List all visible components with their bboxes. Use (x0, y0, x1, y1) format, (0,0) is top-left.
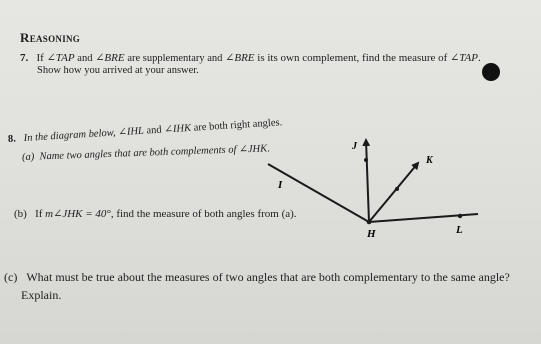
punch-hole (482, 63, 500, 81)
q8-part-a-text: Name two angles that are both complements of (39, 144, 237, 163)
q7-angle-tap: ∠TAP (46, 52, 75, 64)
label-k: K (426, 155, 433, 166)
point-j (364, 158, 368, 162)
q8-part-b-text: , find the measure of both angles from (a). (110, 208, 297, 220)
q7-line1-end: . (478, 52, 481, 64)
q8-part-a-label: (a) (21, 151, 35, 163)
ray-hj (366, 140, 369, 222)
q7-text-find: is its own complement, find the measure of (257, 52, 448, 64)
section-heading: Reasoning (20, 30, 81, 45)
ray-hi (268, 164, 369, 222)
ray-hk (369, 163, 418, 222)
q8-angle-ihl: ∠IHL (117, 125, 145, 139)
q7-text-supplementary: are supplementary and (127, 53, 223, 64)
q8-part-a-angle: ∠JHK (238, 143, 268, 156)
point-k (395, 187, 399, 191)
q7-text-if: If (36, 52, 44, 64)
q7-angle-tap-2: ∠TAP (450, 52, 478, 64)
q8-part-c-line2: Explain. (21, 288, 62, 302)
q8-part-b-label: (b) (14, 208, 27, 220)
q7-angle-bre: ∠BRE (95, 52, 125, 64)
q7-text-and: and (77, 53, 93, 64)
q8-intro-right-angles: are both right angles. (193, 117, 283, 134)
q8-part-a-end: . (266, 143, 270, 155)
q8-part-b-if: If (35, 208, 43, 220)
q8-part-c-label: (c) (4, 270, 18, 284)
q7-number: 7. (20, 52, 29, 64)
q7-line2: Show how you arrived at your answer. (37, 65, 199, 76)
point-h (367, 220, 372, 225)
q8-intro-text: In the diagram below, (23, 127, 116, 145)
label-l: L (456, 224, 463, 236)
label-i: I (278, 179, 283, 191)
q8-intro-and: and (146, 124, 162, 137)
q8-angle-ihk: ∠IHK (163, 122, 192, 136)
q8-part-c-line1: What must be true about the measures of two angles that are both complementary to the same angle? (26, 270, 510, 284)
point-l (458, 214, 462, 218)
label-h: H (367, 228, 376, 240)
q8-number: 8. (7, 133, 17, 145)
q7-angle-bre-2: ∠BRE (225, 52, 255, 64)
label-j: J (352, 141, 357, 152)
q8-part-b-expression: m∠JHK = 40° (45, 208, 111, 220)
